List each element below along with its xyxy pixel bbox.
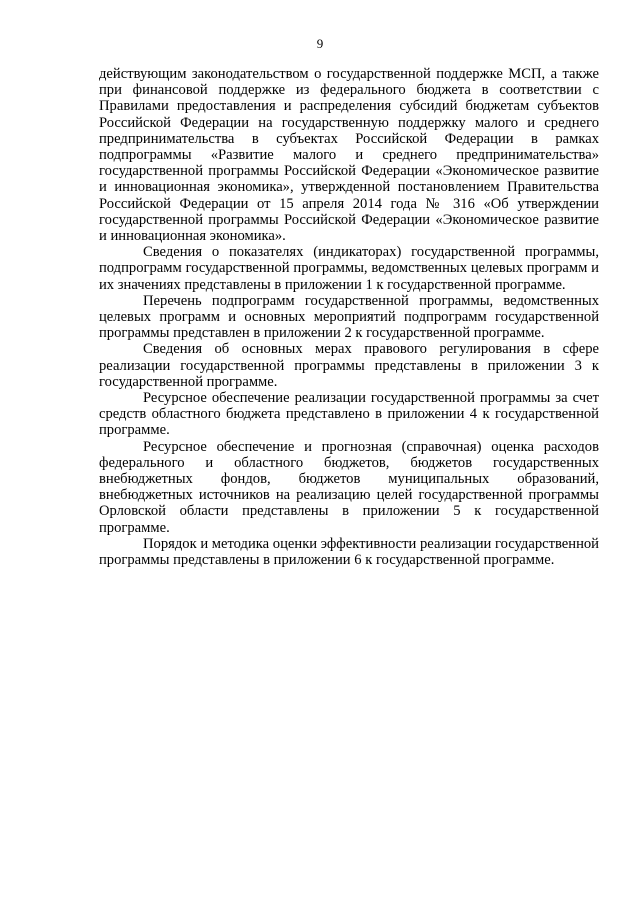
paragraph-efficiency-methodology: Порядок и методика оценки эффективности реализации государственной программы представлены в приложении 6 к государственной программе. bbox=[99, 535, 599, 569]
paragraph-regional-budget-resources: Ресурсное обеспечение реализации государственной программы за счет средств областного бюджета представлено в приложении 4 к государственной программе. bbox=[99, 390, 599, 439]
paragraph-legal-regulation: Сведения об основных мерах правового регулирования в сфере реализации государственной программы представлены в приложении 3 к государственной программе. bbox=[99, 341, 599, 390]
paragraph-continuation: действующим законодательством о государственной поддержке МСП, а также при финансовой поддержке из федерального бюджета в соответствии с Правилами предоставления и распределения субсидий бюджетам субъектов Российской Федерации на государственную поддержку малого и среднего предпринимательства в субъектах Российской Федерации в рамках подпрограммы «Развитие малого и среднего предпринимательства» государственной программы Российской Федерации «Экономическое развитие и инновационная экономика», утвержденной постановлением Правительства Российской Федерации от 15 апреля 2014 года № 316 «Об утверждении государственной программы Российской Федерации «Экономическое развитие и инновационная экономика». bbox=[99, 66, 599, 245]
document-body bbox=[99, 66, 599, 568]
page-number: 9 bbox=[316, 36, 324, 51]
paragraph-indicators: Сведения о показателях (индикаторах) государственной программы, подпрограмм государственной программы, ведомственных целевых программ и их значениях представлены в приложении 1 к государственной программе. bbox=[99, 244, 599, 293]
paragraph-subprograms-list: Перечень подпрограмм государственной программы, ведомственных целевых программ и основных мероприятий подпрограмм государственной программы представлен в приложении 2 к государственной программе. bbox=[99, 292, 599, 342]
paragraph-forecast-estimate: Ресурсное обеспечение и прогнозная (справочная) оценка расходов федерального и областного бюджетов, бюджетов государственных внебюджетных фондов, бюджетов муниципальных образований, внебюджетных источников на реализацию целей государственной программы Орловской области представлены в приложении 5 к государственной программе. bbox=[99, 438, 599, 536]
